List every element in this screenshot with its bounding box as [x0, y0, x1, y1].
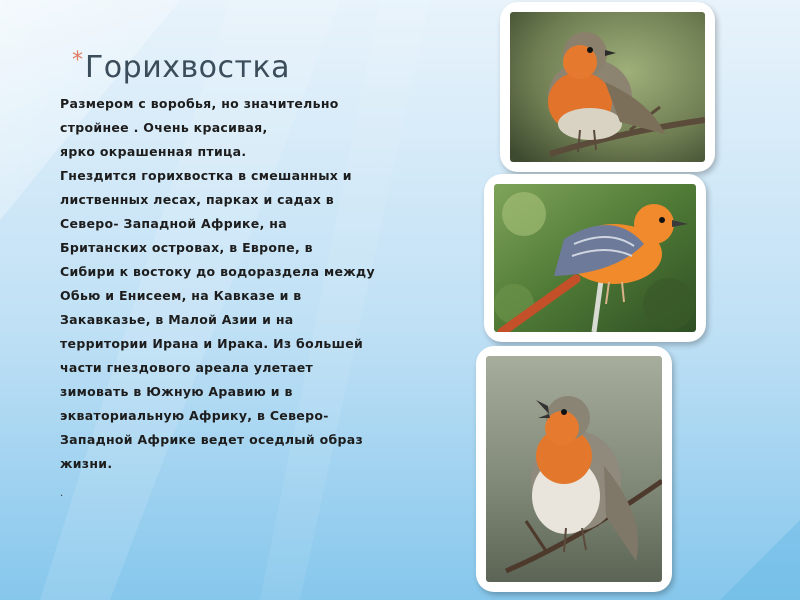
body-line: жизни. [60, 456, 113, 471]
trailing-mark: . [60, 488, 64, 499]
body-line: Закавказье, в Малой Азии и на [60, 312, 294, 327]
body-line: Западной Африке ведет оседлый образ [60, 432, 364, 447]
body-line: ярко окрашенная птица. [60, 144, 247, 159]
body-line: экваториальную Африку, в Северо- [60, 408, 329, 423]
body-line: зимовать в Южную Аравию и в [60, 384, 293, 399]
body-line: лиственных лесах, парках и садах в [60, 192, 334, 207]
robin-singing-image [486, 356, 662, 582]
title-bullet: * [72, 48, 83, 73]
body-line: Британских островах, в Европе, в [60, 240, 313, 255]
redstart-on-twig-photo [484, 174, 706, 342]
body-line: стройнее . Очень красивая, [60, 120, 268, 135]
slide-title: Горихвостка [85, 50, 290, 85]
body-line: Сибири к востоку до водораздела между [60, 264, 375, 279]
redstart-on-twig-image [494, 184, 696, 332]
title-block [72, 48, 290, 88]
robin-singing-photo [476, 346, 672, 592]
body-line: территории Ирана и Ирака. Из большей [60, 336, 364, 351]
body-line: Обью и Енисеем, на Кавказе и в [60, 288, 302, 303]
body-line: Гнездится горихвостка в смешанных и [60, 168, 352, 183]
body-line: Размером с воробья, но значительно [60, 96, 339, 111]
body-line: части гнездового ареала улетает [60, 360, 314, 375]
robin-on-branch-image [510, 12, 705, 162]
body-line: Северо- Западной Африке, на [60, 216, 287, 231]
body-text [60, 92, 390, 476]
robin-on-branch-photo [500, 2, 715, 172]
